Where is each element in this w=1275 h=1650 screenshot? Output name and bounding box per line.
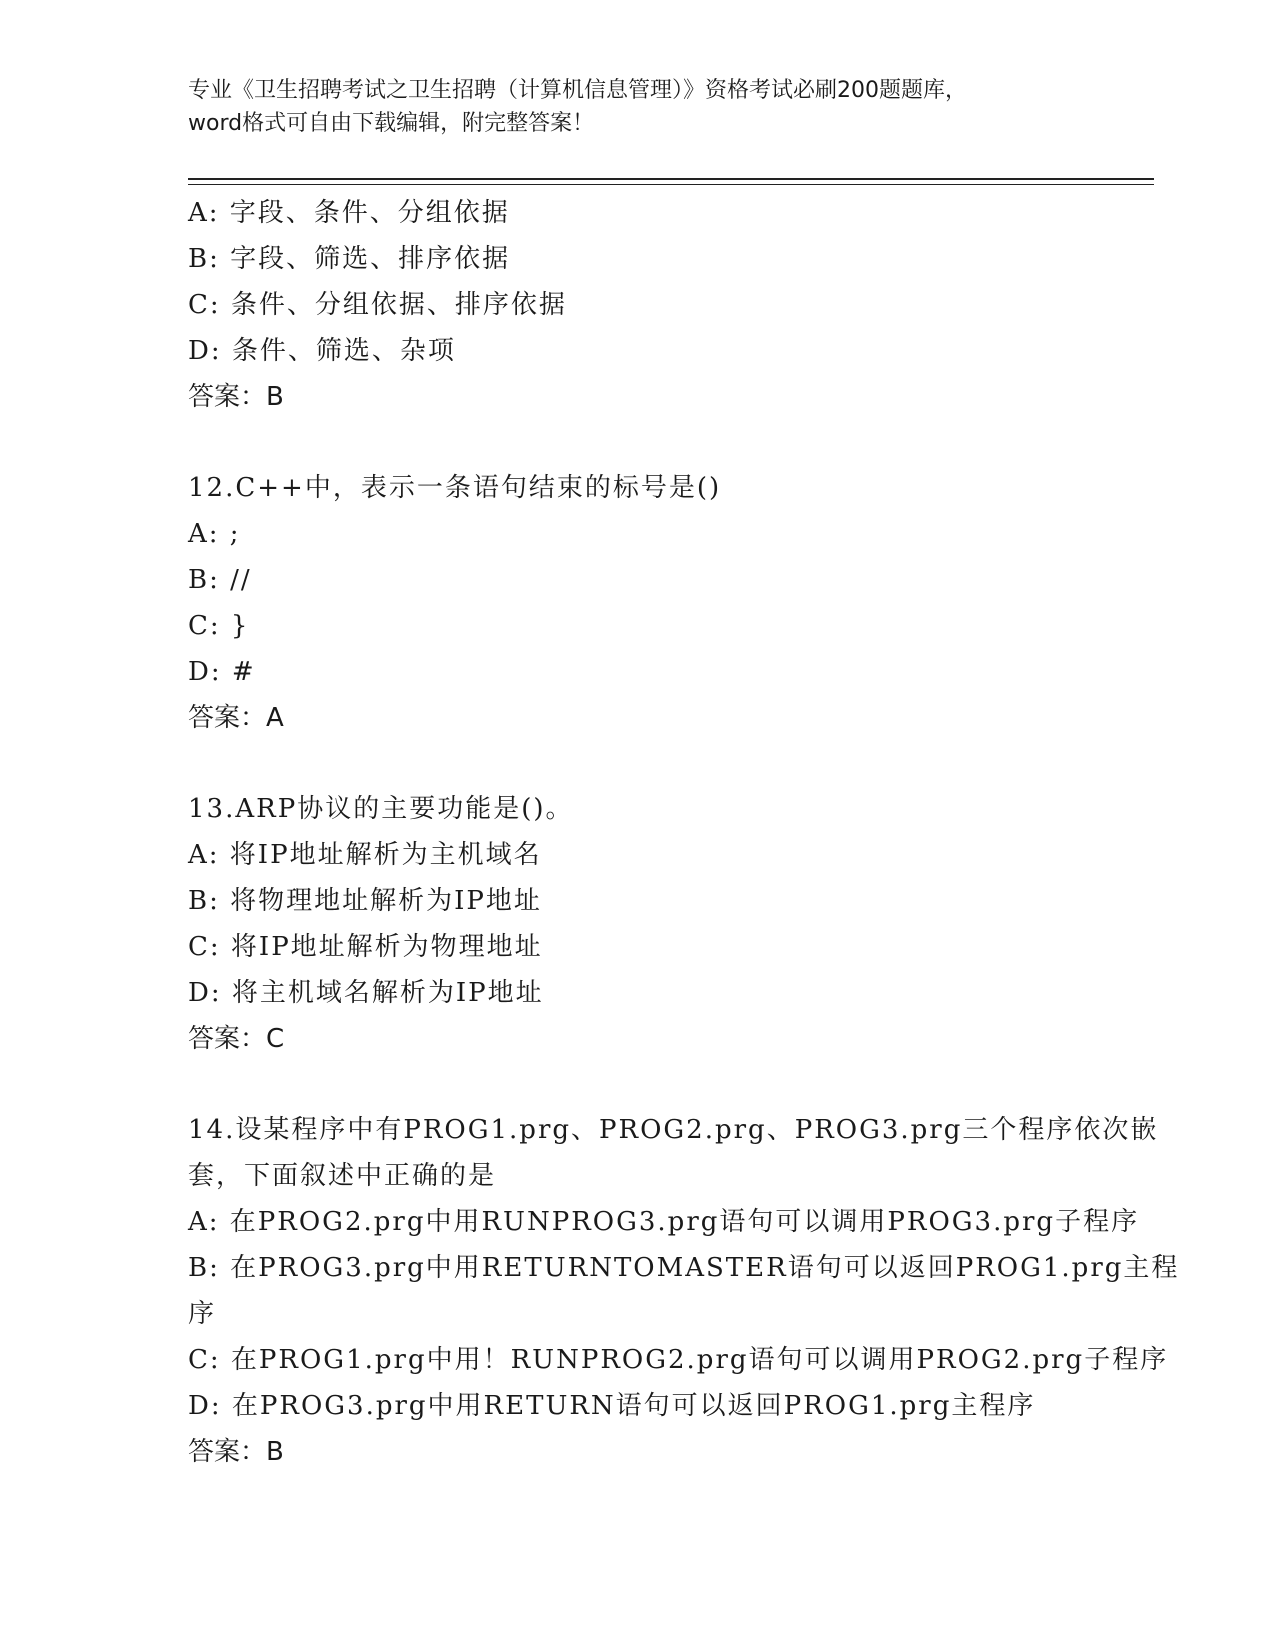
- question-text: 13.ARP协议的主要功能是()。: [188, 794, 574, 824]
- option-a: A: 字段、条件、分组依据: [188, 198, 510, 228]
- option-b: B: //: [188, 565, 252, 595]
- question-11: [188, 190, 1188, 420]
- header-line-1: 专业《卫生招聘考试之卫生招聘（计算机信息管理）》资格考试必刷200题题库，: [188, 78, 967, 103]
- answer: 答案：C: [188, 1024, 285, 1054]
- option-a: A: 在PROG2.prg中用RUNPROG3.prg语句可以调用PROG3.prg子程序: [188, 1207, 1140, 1237]
- option-b: B: 在PROG3.prg中用RETURNTOMASTER语句可以返回PROG1.prg主程: [188, 1253, 1180, 1283]
- option-d: D: 条件、筛选、杂项: [188, 336, 456, 366]
- option-b: B: 字段、筛选、排序依据: [188, 244, 511, 274]
- answer: 答案：B: [188, 382, 284, 412]
- spacer: [188, 1062, 1188, 1107]
- header-divider-thick: [188, 178, 1154, 180]
- option-a: A: ;: [188, 519, 241, 549]
- answer: 答案：B: [188, 1437, 284, 1467]
- document-header: [188, 74, 1088, 140]
- question-text-line-2: 套，下面叙述中正确的是: [188, 1161, 497, 1191]
- option-c: C: 在PROG1.prg中用！RUNPROG2.prg语句可以调用PROG2.prg子程序: [188, 1345, 1169, 1375]
- option-d: D: #: [188, 657, 256, 687]
- question-list: [188, 190, 1188, 1475]
- question-14: [188, 1107, 1188, 1475]
- spacer: [188, 420, 1188, 465]
- spacer: [188, 741, 1188, 786]
- header-divider-thin: [188, 184, 1154, 185]
- option-c: C: 将IP地址解析为物理地址: [188, 932, 543, 962]
- option-c: C: 条件、分组依据、排序依据: [188, 290, 567, 320]
- option-c: C: }: [188, 611, 250, 641]
- question-text-line-1: 14.设某程序中有PROG1.prg、PROG2.prg、PROG3.prg三个程序依次嵌: [188, 1115, 1159, 1145]
- option-d: D: 将主机域名解析为IP地址: [188, 978, 544, 1008]
- option-a: A: 将IP地址解析为主机域名: [188, 840, 542, 870]
- header-line-2: word格式可自由下载编辑，附完整答案！: [188, 111, 595, 136]
- question-13: [188, 786, 1188, 1062]
- question-text: 12.C++中，表示一条语句结束的标号是(): [188, 473, 722, 503]
- option-b: B: 将物理地址解析为IP地址: [188, 886, 542, 916]
- option-b-continued: 序: [188, 1299, 217, 1329]
- answer: 答案：A: [188, 703, 284, 733]
- question-12: [188, 465, 1188, 741]
- option-d: D: 在PROG3.prg中用RETURN语句可以返回PROG1.prg主程序: [188, 1391, 1036, 1421]
